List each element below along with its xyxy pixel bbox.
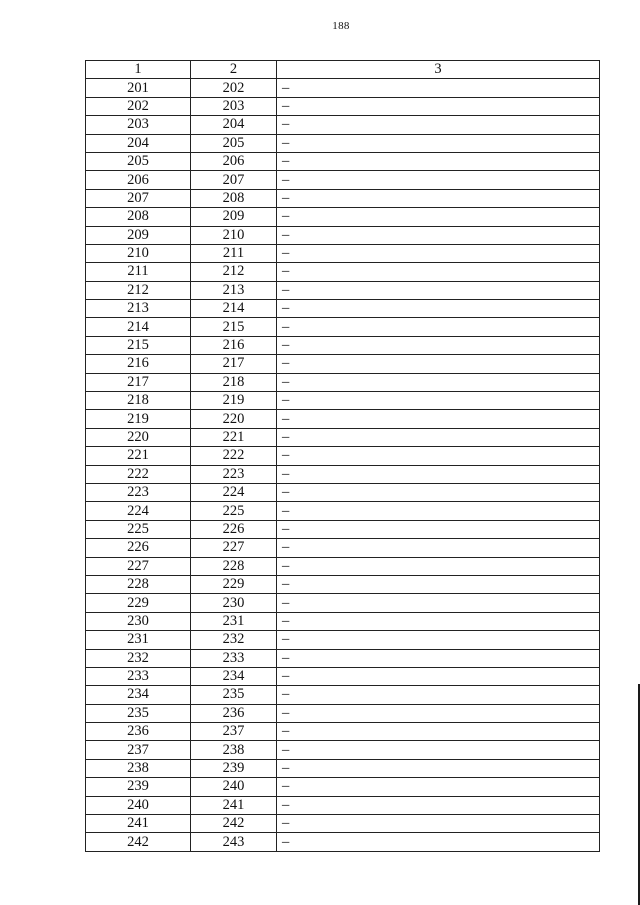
table-row [86,612,600,630]
cell-col-1: 214 [86,318,191,336]
table-row [86,815,600,833]
cell-col-2: 210 [191,226,277,244]
cell-col-1: 202 [86,97,191,115]
cell-col-1: 209 [86,226,191,244]
table-row [86,502,600,520]
table-row [86,741,600,759]
cell-col-1: 221 [86,447,191,465]
cell-col-1: 215 [86,336,191,354]
cell-col-1: 205 [86,152,191,170]
cell-col-3: – [277,465,600,483]
cell-col-1: 242 [86,833,191,851]
cell-col-3: – [277,336,600,354]
cell-col-2: 239 [191,759,277,777]
cell-col-2: 212 [191,263,277,281]
cell-col-1: 234 [86,686,191,704]
cell-col-2: 228 [191,557,277,575]
cell-col-3: – [277,778,600,796]
cell-col-2: 223 [191,465,277,483]
cell-col-3: – [277,796,600,814]
cell-col-3: – [277,686,600,704]
table-row [86,336,600,354]
table-row [86,557,600,575]
table-row [86,355,600,373]
cell-col-3: – [277,318,600,336]
table-row [86,723,600,741]
table-row [86,539,600,557]
table-row [86,152,600,170]
cell-col-1: 224 [86,502,191,520]
table-row [86,171,600,189]
cell-col-1: 206 [86,171,191,189]
cell-col-2: 214 [191,300,277,318]
column-header-1: 1 [86,61,191,79]
cell-col-1: 216 [86,355,191,373]
cell-col-1: 211 [86,263,191,281]
table-row [86,483,600,501]
cell-col-2: 238 [191,741,277,759]
cell-col-3: – [277,171,600,189]
table-row [86,759,600,777]
table-row [86,392,600,410]
table-body [86,79,600,851]
table-row [86,631,600,649]
cell-col-2: 209 [191,208,277,226]
cell-col-1: 241 [86,815,191,833]
cell-col-2: 220 [191,410,277,428]
cell-col-1: 212 [86,281,191,299]
cell-col-2: 231 [191,612,277,630]
cell-col-1: 213 [86,300,191,318]
cell-col-2: 225 [191,502,277,520]
cell-col-3: – [277,134,600,152]
table-row [86,520,600,538]
cell-col-2: 235 [191,686,277,704]
cell-col-2: 234 [191,667,277,685]
cell-col-2: 206 [191,152,277,170]
cell-col-1: 231 [86,631,191,649]
cell-col-3: – [277,189,600,207]
cell-col-2: 232 [191,631,277,649]
cell-col-2: 240 [191,778,277,796]
cell-col-3: – [277,244,600,262]
table-row [86,686,600,704]
cell-col-3: – [277,152,600,170]
cell-col-3: – [277,263,600,281]
cell-col-2: 207 [191,171,277,189]
cell-col-1: 219 [86,410,191,428]
cell-col-3: – [277,539,600,557]
cell-col-1: 238 [86,759,191,777]
cell-col-1: 218 [86,392,191,410]
cell-col-2: 233 [191,649,277,667]
cell-col-2: 224 [191,483,277,501]
table-row [86,226,600,244]
column-header-3: 3 [277,61,600,79]
cell-col-2: 213 [191,281,277,299]
cell-col-2: 229 [191,575,277,593]
table-row [86,244,600,262]
cell-col-3: – [277,704,600,722]
cell-col-3: – [277,97,600,115]
table-row [86,796,600,814]
table-row [86,465,600,483]
cell-col-2: 204 [191,116,277,134]
cell-col-3: – [277,594,600,612]
cell-col-1: 227 [86,557,191,575]
table-row [86,447,600,465]
column-header-2: 2 [191,61,277,79]
cell-col-1: 207 [86,189,191,207]
cell-col-1: 232 [86,649,191,667]
table-row [86,410,600,428]
cell-col-2: 208 [191,189,277,207]
table-row [86,318,600,336]
table-row [86,575,600,593]
cell-col-3: – [277,281,600,299]
table-row [86,428,600,446]
cell-col-1: 201 [86,79,191,97]
cell-col-3: – [277,428,600,446]
cell-col-2: 218 [191,373,277,391]
cell-col-2: 211 [191,244,277,262]
cell-col-2: 216 [191,336,277,354]
cell-col-1: 217 [86,373,191,391]
cell-col-1: 236 [86,723,191,741]
cell-col-3: – [277,557,600,575]
cell-col-3: – [277,741,600,759]
cell-col-3: – [277,649,600,667]
cell-col-1: 210 [86,244,191,262]
cell-col-3: – [277,575,600,593]
cell-col-1: 239 [86,778,191,796]
cell-col-2: 222 [191,447,277,465]
cell-col-3: – [277,833,600,851]
cell-col-1: 220 [86,428,191,446]
cell-col-3: – [277,815,600,833]
cell-col-2: 202 [191,79,277,97]
table-row [86,667,600,685]
cell-col-3: – [277,373,600,391]
table-row [86,263,600,281]
cell-col-1: 226 [86,539,191,557]
cell-col-3: – [277,116,600,134]
cell-col-1: 240 [86,796,191,814]
cell-col-3: – [277,483,600,501]
table-row [86,134,600,152]
cell-col-1: 228 [86,575,191,593]
cell-col-1: 225 [86,520,191,538]
cell-col-3: – [277,520,600,538]
table-row [86,649,600,667]
cell-col-1: 203 [86,116,191,134]
table-row [86,833,600,851]
cell-col-2: 243 [191,833,277,851]
table-row [86,704,600,722]
cell-col-1: 233 [86,667,191,685]
cell-col-1: 237 [86,741,191,759]
cell-col-3: – [277,226,600,244]
cell-col-2: 221 [191,428,277,446]
cell-col-3: – [277,392,600,410]
table-row [86,79,600,97]
cell-col-1: 208 [86,208,191,226]
table-row [86,97,600,115]
cell-col-3: – [277,667,600,685]
cell-col-3: – [277,612,600,630]
header-row [86,61,600,79]
cell-col-3: – [277,447,600,465]
cell-col-3: – [277,723,600,741]
table-row [86,116,600,134]
page-number: 188 [332,20,350,32]
cell-col-3: – [277,208,600,226]
cell-col-3: – [277,79,600,97]
cell-col-2: 217 [191,355,277,373]
cell-col-2: 241 [191,796,277,814]
table-row [86,208,600,226]
table-row [86,373,600,391]
cell-col-1: 222 [86,465,191,483]
cell-col-3: – [277,355,600,373]
cell-col-1: 235 [86,704,191,722]
cell-col-3: – [277,410,600,428]
table-row [86,594,600,612]
cell-col-1: 230 [86,612,191,630]
cell-col-2: 203 [191,97,277,115]
cell-col-3: – [277,502,600,520]
cell-col-2: 230 [191,594,277,612]
table-header [86,61,600,79]
cell-col-2: 205 [191,134,277,152]
cell-col-2: 237 [191,723,277,741]
table-row [86,281,600,299]
cell-col-1: 204 [86,134,191,152]
data-table [85,60,600,852]
cell-col-2: 226 [191,520,277,538]
cell-col-3: – [277,759,600,777]
cell-col-3: – [277,300,600,318]
cell-col-1: 223 [86,483,191,501]
cell-col-2: 215 [191,318,277,336]
cell-col-2: 219 [191,392,277,410]
cell-col-2: 236 [191,704,277,722]
table-row [86,778,600,796]
cell-col-2: 242 [191,815,277,833]
cell-col-1: 229 [86,594,191,612]
table-row [86,189,600,207]
cell-col-3: – [277,631,600,649]
table-row [86,300,600,318]
cell-col-2: 227 [191,539,277,557]
